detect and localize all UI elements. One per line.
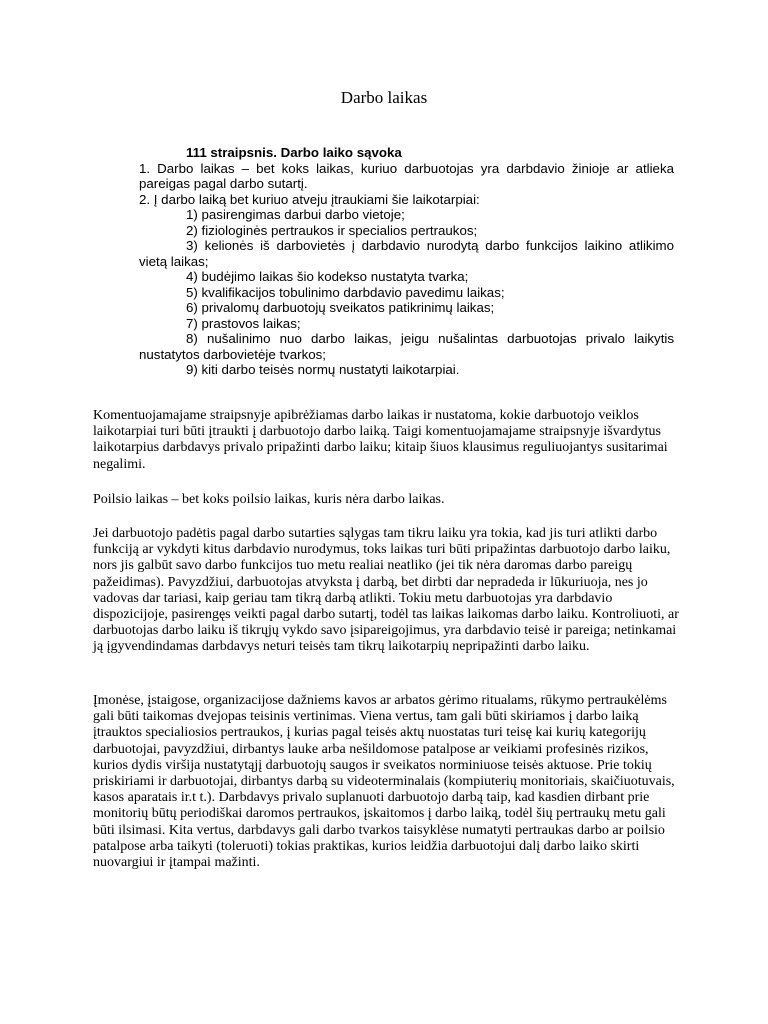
- commentary-paragraph-1: [93, 408, 683, 473]
- commentary-paragraph-4: [93, 693, 683, 871]
- article-item-5: 5) kvalifikacijos tobulinimo darbdavio pavedimu laikas;: [186, 284, 505, 300]
- article-item-4: 4) budėjimo laikas šio kodekso nustatyta tvarka;: [186, 269, 469, 284]
- commentary-text: Poilsio laikas – bet koks poilsio laikas, kuris nėra darbo laikas.: [93, 492, 445, 507]
- commentary-text: Įmonėse, įstaigose, organizacijose dažniems kavos ar arbatos gėrimo ritualams, rūkymo pertraukėlėms gali būti taikomas dvejopas teisinis vertinimas. Viena vertus, tam gali būti skiriamos į darbo laiką įtrauktos specialiosios pertraukos, į kurias pagal teisės aktų nuostatas turi teisę kai kurių kategorijų darbuotojai, pavyzdžiui, dirbantys lauke arba nešildomose patalpose ar veikiami profesinės rizikos, kurios dydis viršija nustatytąjį darbuotojų saugos ir sveikatos norminiuose teisės aktuose. Prie tokių priskiriami ir darbuotojai, dirbantys darbą su videoterminalais (kompiuterių monitoriais, skaičiuotuvais, kasos aparatais ir.t t.). Darbdavys privalo suplanuoti darbuotojo darbą taip, kad kasdien dirbant prie monitorių būtų periodiškai daromos pertraukos, įskaitomos į darbo laiką, todėl šių pertraukų metu gali būti ilsimasi. Kita vertus, darbdavys gali darbo tvarkos taisyklėse numatyti pertraukas darbo ar poilsio patalpose arba taikyti (toleruoti) tokias praktikas, kurios leidžia darbuotojui dalį darbo laiko skirti nuovargiui ir įtampai mažinti.: [93, 693, 675, 871]
- article-item-6: 6) privalomų darbuotojų sveikatos patikrinimų laikas;: [186, 300, 495, 315]
- article-paragraph-1: 1. Darbo laikas – bet koks laikas, kuriuo darbuotojas yra darbdavio žinioje ar atlieka pareigas pagal darbo sutartį.: [139, 160, 674, 191]
- commentary-text: Komentuojamajame straipsnyje apibrėžiamas darbo laikas ir nustatoma, kokie darbuotojo veiklos laikotarpiai turi būti įtraukti į darbuotojo darbo laiką. Taigi komentuojamajame straipsnyje išvardytus laikotarpius darbdavys privalo pripažinti darbo laiku; kitaip šiuos klausimus reguliuojantys susitarimai negalimi.: [93, 408, 668, 472]
- article-item-3: 3) kelionės iš darbovietės į darbdavio nurodytą darbo funkcijos laikino atlikimo vietą laikas;: [139, 238, 674, 269]
- commentary-paragraph-2: [93, 492, 683, 508]
- article-item-9: 9) kiti darbo teisės normų nustatyti laikotarpiai.: [186, 362, 460, 377]
- article-block: [139, 145, 674, 378]
- article-item-8: 8) nušalinimo nuo darbo laikas, jeigu nušalintas darbuotojas privalo laikytis nustatytos darbovietėje tvarkos;: [139, 331, 674, 362]
- article-paragraph-2: 2. Į darbo laiką bet kuriuo atveju įtraukiami šie laikotarpiai:: [139, 191, 480, 207]
- article-item-7: 7) prastovos laikas;: [186, 315, 301, 331]
- article-heading: 111 straipsnis. Darbo laiko sąvoka: [186, 145, 402, 160]
- article-item-1: 1) pasirengimas darbui darbo vietoje;: [186, 207, 405, 222]
- document-title: Darbo laikas: [340, 88, 428, 107]
- article-item-2: 2) fiziologinės pertraukos ir specialios pertraukos;: [186, 222, 478, 238]
- commentary-paragraph-3: [93, 526, 683, 656]
- commentary-text: Jei darbuotojo padėtis pagal darbo sutarties sąlygas tam tikru laiku yra tokia, kad jis turi atlikti darbo funkciją ar vykdyti kitus darbdavio nurodymus, toks laikas turi būti pripažintas darbuotojo darbo laiku, nors jis galbūt savo darbo funkcijos tuo metu realiai neatliko (jei tik nėra daromas darbo pareigų pažeidimas). Pavyzdžiui, darbuotojas atvyksta į darbą, bet dirbti dar nepradeda ir lūkuriuoja, nes jo vadovas dar tariasi, kaip geriau tam tikrą darbą atlikti. Tokiu metu darbuotojas yra darbdavio dispozicijoje, pasirengęs veikti pagal darbo sutartį, todėl tas laikas laikomas darbo laiku. Kontroliuoti, ar darbuotojas darbo laiku iš tikrųjų vykdo savo įsipareigojimus, yra darbdavio teisė ir pareiga; netinkamai ją įgyvendindamas darbdavys neturi teisės tam tikrų laikotarpių nepripažinti darbo laiku.: [93, 526, 679, 655]
